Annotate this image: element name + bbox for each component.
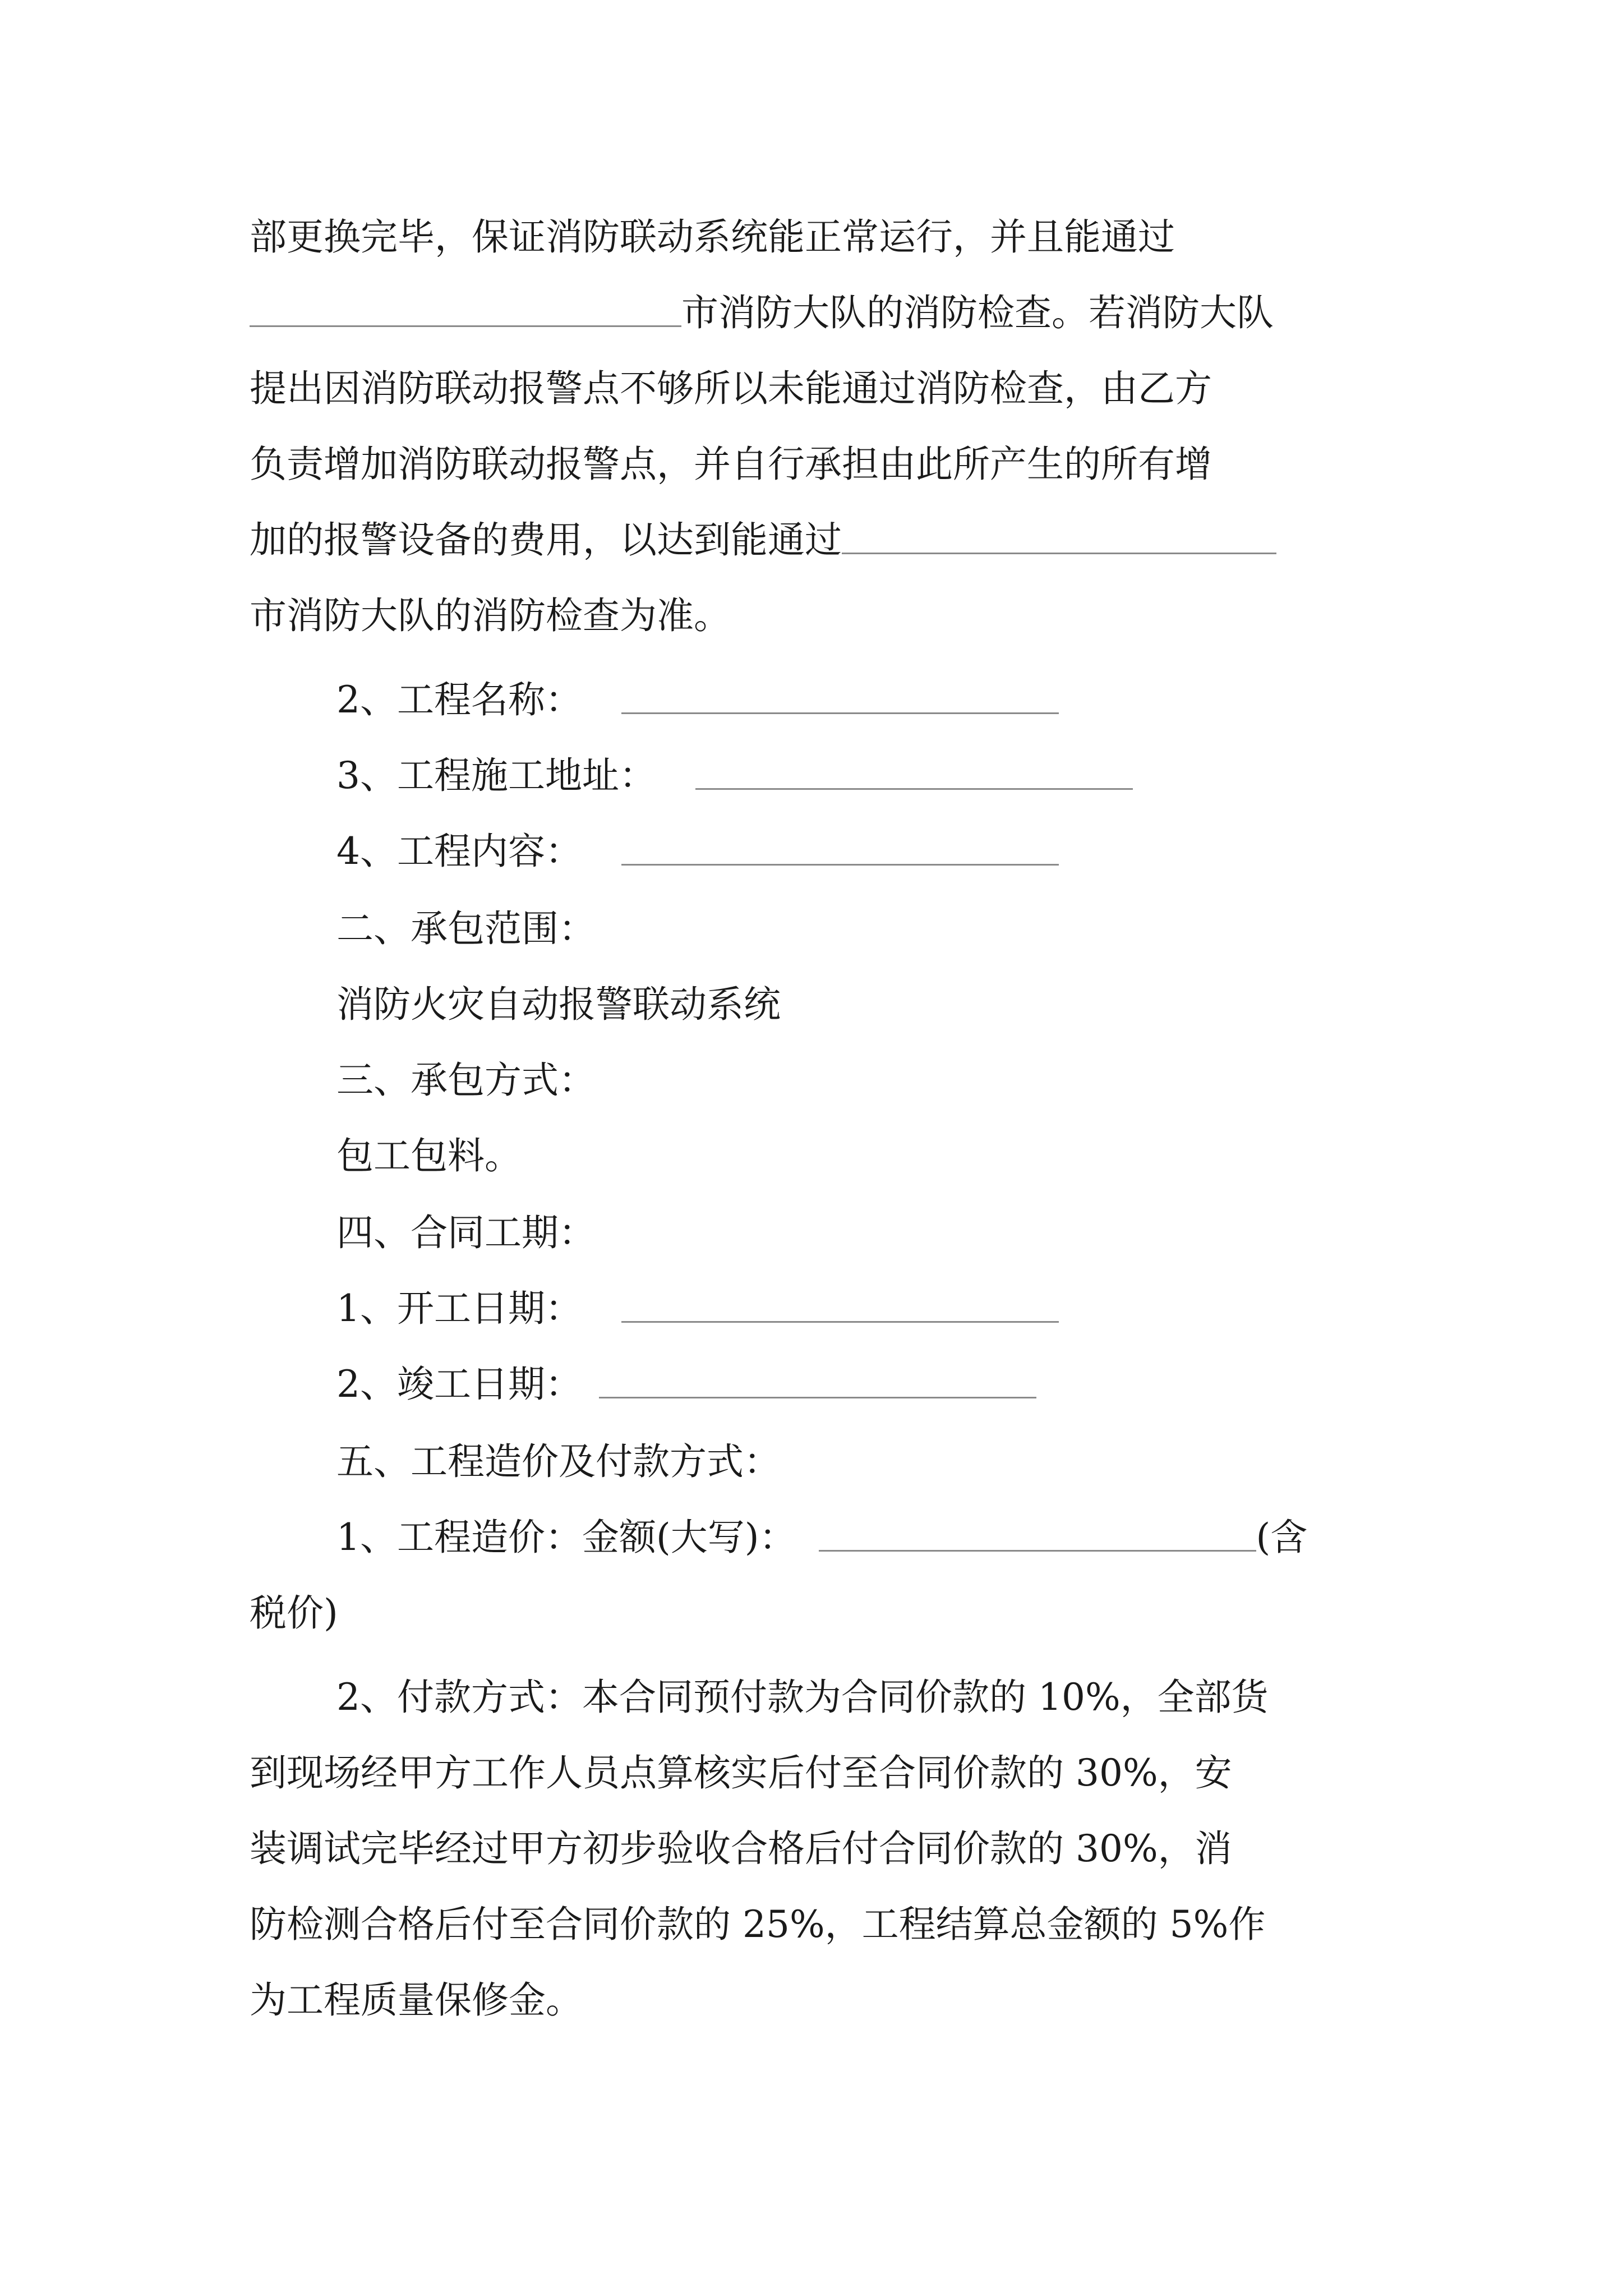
form-item-end-date: [336, 1358, 1388, 1411]
paragraph-line: [250, 210, 1388, 264]
section-heading-method: [336, 1053, 1388, 1107]
text: 消防火灾自动报警联动系统: [336, 983, 781, 1026]
text: (含: [1256, 1516, 1308, 1559]
paragraph-line: [250, 1746, 1388, 1800]
text: 加的报警设备的费用，以达到能通过: [250, 518, 842, 562]
section-heading-scope: [336, 902, 1388, 956]
text: 市消防大队的消防检查为准。: [250, 594, 731, 637]
section-heading-period: [336, 1206, 1388, 1260]
text: 装调试完毕经过甲方初步验收合格后付合同价款的 30%，消: [250, 1827, 1232, 1870]
label: 3、工程施工地址：: [336, 754, 656, 797]
project-address-blank[interactable]: [695, 749, 1133, 790]
form-item-project-name: [336, 673, 1388, 727]
scope-value: [336, 978, 1388, 1032]
fill-in-blank[interactable]: [842, 513, 1276, 554]
start-date-blank[interactable]: [621, 1282, 1059, 1323]
fill-in-blank[interactable]: [250, 286, 681, 327]
heading: 四、合同工期：: [336, 1211, 596, 1254]
paragraph-line: [250, 1898, 1388, 1952]
paragraph-line: [250, 513, 1388, 567]
paragraph-line: [250, 589, 1388, 643]
end-date-blank[interactable]: [599, 1358, 1036, 1398]
label: 2、工程名称：: [336, 678, 582, 721]
text: 提出因消防联动报警点不够所以未能通过消防检查，由乙方: [250, 367, 1212, 410]
paragraph-line: [250, 1822, 1388, 1876]
project-content-blank[interactable]: [621, 825, 1059, 866]
text: 2、付款方式：本合同预付款为合同价款的 10%，全部货: [336, 1676, 1269, 1719]
price-amount-blank[interactable]: [819, 1511, 1256, 1552]
label: 1、工程造价：金额(大写)：: [336, 1516, 796, 1559]
paragraph-line: [336, 1671, 1388, 1724]
form-item-start-date: [336, 1282, 1388, 1336]
form-item-price: [336, 1511, 1388, 1565]
paragraph-line: [250, 1586, 1388, 1640]
text: 防检测合格后付至合同价款的 25%，工程结算总金额的 5%作: [250, 1903, 1266, 1946]
text: 负责增加消防联动报警点，并自行承担由此所产生的所有增: [250, 443, 1212, 486]
paragraph-line: [250, 1973, 1388, 2027]
text: 包工包料。: [336, 1134, 522, 1177]
label: 4、工程内容：: [336, 830, 582, 873]
text: 部更换完毕，保证消防联动系统能正常运行，并且能通过: [250, 215, 1175, 259]
heading: 三、承包方式：: [336, 1059, 596, 1102]
text: 市消防大队的消防检查。若消防大队: [681, 291, 1274, 334]
label: 2、竣工日期：: [336, 1363, 582, 1406]
section-heading-price: [336, 1435, 1388, 1489]
form-item-project-address: [336, 749, 1388, 803]
paragraph-line: [250, 362, 1388, 416]
project-name-blank[interactable]: [621, 673, 1059, 714]
heading: 五、工程造价及付款方式：: [336, 1440, 781, 1483]
text: 税价): [250, 1591, 338, 1635]
label: 1、开工日期：: [336, 1287, 582, 1330]
text: 到现场经甲方工作人员点算核实后付至合同价款的 30%，安: [250, 1751, 1232, 1795]
paragraph-line: [250, 286, 1388, 340]
paragraph-line: [250, 438, 1388, 491]
text: 为工程质量保修金。: [250, 1978, 583, 2022]
form-item-project-content: [336, 825, 1388, 878]
method-value: [336, 1129, 1388, 1183]
heading: 二、承包范围：: [336, 907, 596, 950]
